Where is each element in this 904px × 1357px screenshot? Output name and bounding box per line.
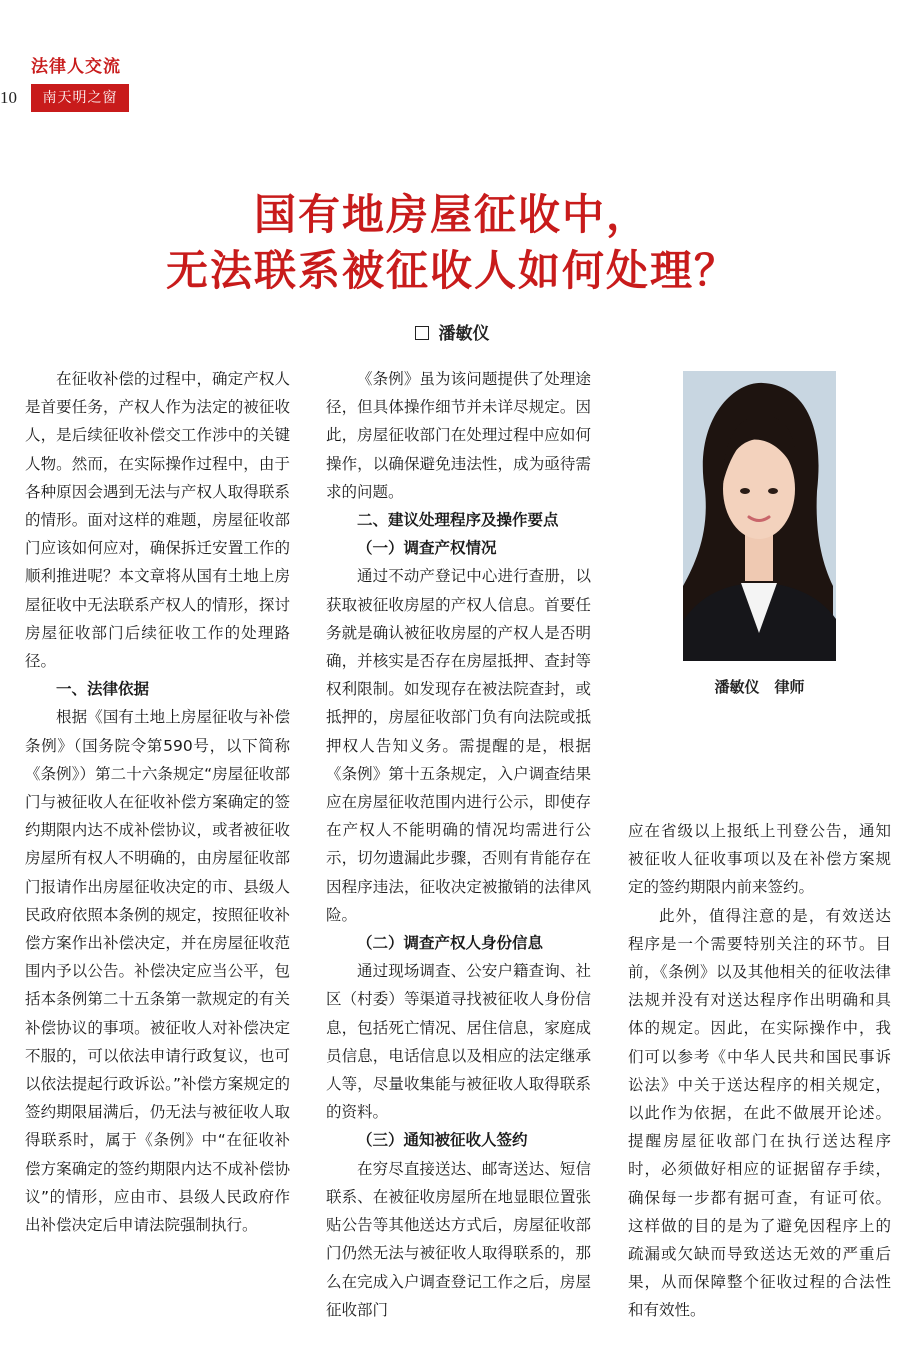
paragraph: 应在省级以上报纸上刊登公告，通知被征收人征收事项以及在补偿方案规定的签约期限内前来签约。 bbox=[628, 822, 891, 897]
article-title-line2: 无法联系被征收人如何处理？ bbox=[165, 246, 738, 295]
subsection-heading: （三）通知被征收人签约 bbox=[357, 1131, 528, 1150]
author-name: 潘敏仪 bbox=[438, 324, 490, 344]
photo-caption: 潘敏仪 律师 bbox=[714, 678, 805, 696]
column-middle bbox=[326, 365, 591, 1324]
section-heading: 一、法律依据 bbox=[56, 680, 150, 699]
column-badge: 南天明之窗 bbox=[31, 84, 129, 112]
column-left bbox=[25, 365, 290, 1239]
column-right bbox=[628, 817, 891, 1325]
byline bbox=[0, 319, 904, 344]
paragraph: 在穷尽直接送达、邮寄送达、短信联系、在被征收房屋所在地显眼位置张贴公告等其他送达方式后，房屋征收部门仍然无法与被征收人取得联系的，那么在完成入户调查登记工作之后，房屋征收部门 bbox=[326, 1159, 591, 1319]
paragraph: 通过不动产登记中心进行查册，以获取被征收房屋的产权人信息。首要任务就是确认被征收房屋的产权人是否明确，并核实是否存在房屋抵押、查封等权利限制。如发现存在被法院查封，或抵押的，房屋征收部门负有向法院或抵押权人告知义务。需提醒的是，根据《条例》第十五条规定，入户调查结果应在房屋征收范围内进行公示，即使存在产权人不能明确的情况均需进行公示，切勿遗漏此步骤，否则有肯能存在因程序违法，征收决定被撤销的法律风险。 bbox=[326, 567, 591, 924]
section-heading: 二、建议处理程序及操作要点 bbox=[357, 511, 559, 530]
subsection-heading: （二）调查产权人身份信息 bbox=[357, 934, 544, 953]
section-title: 法律人交流 bbox=[31, 57, 121, 77]
article-title-line1: 国有地房屋征收中， bbox=[253, 190, 650, 239]
author-photo bbox=[683, 371, 836, 661]
subsection-heading: （一）调查产权情况 bbox=[357, 539, 497, 558]
paragraph: 在征收补偿的过程中，确定产权人是首要任务，产权人作为法定的被征收人，是后续征收补偿交工作涉中的关键人物。然而，在实际操作过程中，由于各种原因会遇到无法与产权人取得联系的情形。面对这样的难题，房屋征收部门应该如何应对，确保拆迁安置工作的顺利推进呢？本文章将从国有土地上房屋征收中无法联系产权人的情形，探讨房屋征收部门后续征收工作的处理路径。 bbox=[25, 370, 290, 671]
paragraph: 此外，值得注意的是，有效送达程序是一个需要特别关注的环节。目前，《条例》以及其他相关的征收法律法规并没有对送达程序作出明确和具体的规定。因此，在实际操作中，我们可以参考《中华人民共和国民事诉讼法》中关于送达程序的相关规定，以此作为依据，在此不做展开论述。提醒房屋征收部门在执行送达程序时，必须做好相应的证据留存手续，确保每一步都有据可查，有证可依。这样做的目的是为了避免因程序上的疏漏或欠缺而导致送达无效的严重后果，从而保障整个征收过程的合法性和有效性。 bbox=[628, 906, 891, 1320]
paragraph: 根据《国有土地上房屋征收与补偿条例》（国务院令第590号，以下简称《条例》）第二十六条规定“房屋征收部门与被征收人在征收补偿方案确定的签约期限内达不成补偿协议，或者被征收房屋所有权人不明确的，由房屋征收部门报请作出房屋征收决定的市、县级人民政府依照本条例的规定，按照征收补偿方案作出补偿决定，并在房屋征收范围内予以公告。补偿决定应当公平，包括本条例第二十五条第一款规定的有关补偿协议的事项。被征收人对补偿决定不服的，可以依法申请行政复议，也可以依法提起行政诉讼。”补偿方案规定的签约期限届满后，仍无法与被征收人取得联系时，属于《条例》中“在征收补偿方案确定的签约期限内达不成补偿协议”的情形，应由市、县级人民政府作出补偿决定后申请法院强制执行。 bbox=[25, 708, 290, 1235]
paragraph: 《条例》虽为该问题提供了处理途径，但具体操作细节并未详尽规定。因此，房屋征收部门在处理过程中应如何操作，以确保避免违法性，成为亟待需求的问题。 bbox=[326, 370, 591, 501]
paragraph: 通过现场调查、公安户籍查询、社区（村委）等渠道寻找被征收人身份信息，包括死亡情况、居住信息，家庭成员信息，电话信息以及相应的法定继承人等，尽量收集能与被征收人取得联系的资料。 bbox=[326, 962, 591, 1122]
page-number: 10 bbox=[0, 88, 17, 107]
square-icon bbox=[415, 326, 429, 340]
